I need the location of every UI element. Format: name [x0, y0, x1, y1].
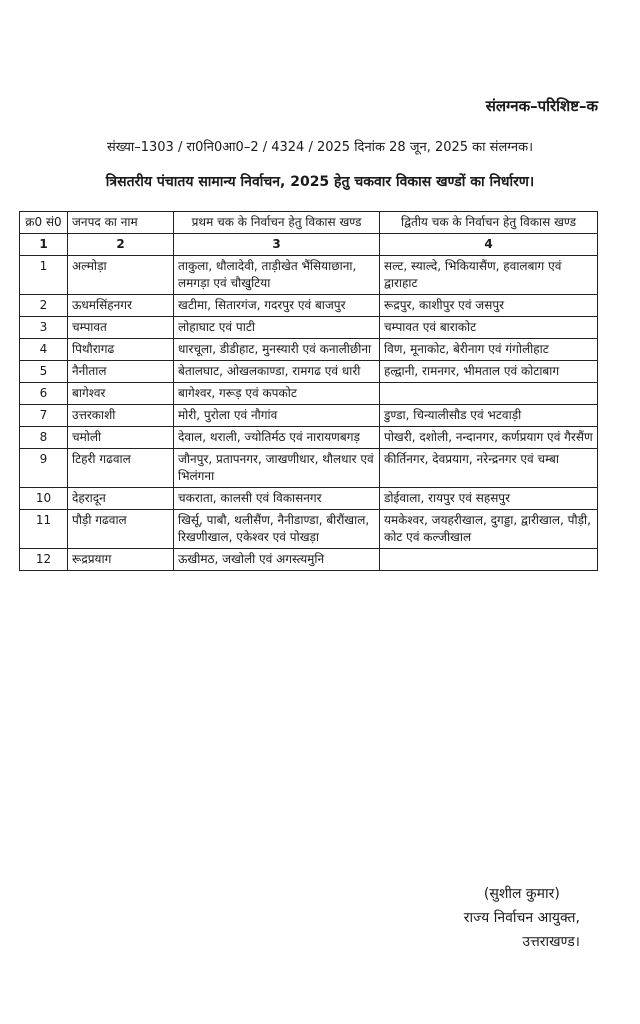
cell-phase2: पोखरी, दशोली, नन्दानगर, कर्णप्रयाग एवं गैरसैंण: [380, 427, 598, 449]
cell-district: चम्पावत: [68, 317, 174, 339]
cell-district: ऊधमसिंहनगर: [68, 295, 174, 317]
table-body: [20, 256, 598, 571]
cell-district: पौड़ी गढवाल: [68, 510, 174, 549]
cell-phase2: [380, 383, 598, 405]
cell-phase1: चकराता, कालसी एवं विकासनगर: [174, 488, 380, 510]
table-row: [20, 510, 598, 549]
cell-phase1: खटीमा, सितारगंज, गदरपुर एवं बाजपुर: [174, 295, 380, 317]
cell-district: रूद्रप्रयाग: [68, 549, 174, 571]
cell-phase2: विण, मूनाकोट, बेरीनाग एवं गंगोलीहाट: [380, 339, 598, 361]
cell-phase2: [380, 549, 598, 571]
cell-phase2: हल्द्वानी, रामनगर, भीमताल एवं कोटाबाग: [380, 361, 598, 383]
table-row: [20, 339, 598, 361]
table-header-row: [20, 212, 598, 234]
header-sno: क्र0 सं0: [20, 212, 68, 234]
signatory-designation: राज्य निर्वाचन आयुक्त,: [463, 910, 580, 926]
cell-phase2: डुण्डा, चिन्यालीसौड एवं भटवाड़ी: [380, 405, 598, 427]
table-row: [20, 427, 598, 449]
table-row: [20, 405, 598, 427]
header-phase2: द्वितीय चक के निर्वाचन हेतु विकास खण्ड: [380, 212, 598, 234]
cell-phase1: खिर्सू, पाबौ, थलीसैंण, नैनीडाण्डा, बीरौंखाल, रिखणीखाल, एकेश्वर एवं पोखड़ा: [174, 510, 380, 549]
cell-sno: 7: [20, 405, 68, 427]
table-row: [20, 295, 598, 317]
cell-sno: 10: [20, 488, 68, 510]
signature-block: [464, 882, 580, 954]
signatory-name: (सुशील कुमार): [483, 886, 560, 902]
cell-sno: 6: [20, 383, 68, 405]
header-phase1: प्रथम चक के निर्वाचन हेतु विकास खण्ड: [174, 212, 380, 234]
document-heading: त्रिसतरीय पंचातय सामान्य निर्वाचन, 2025 हेतु चकवार विकास खण्डों का निर्धारण।: [105, 174, 535, 190]
table-row: [20, 361, 598, 383]
cell-phase1: देवाल, थराली, ज्योतिर्मठ एवं नारायणबगड़: [174, 427, 380, 449]
table-row: [20, 317, 598, 339]
cell-phase2: रूद्रपुर, काशीपुर एवं जसपुर: [380, 295, 598, 317]
cell-phase2: यमकेश्वर, जयहरीखाल, दुगड्डा, द्वारीखाल, पौड़ी, कोट एवं कल्जीखाल: [380, 510, 598, 549]
table-row: [20, 449, 598, 488]
column-number: 3: [174, 234, 380, 256]
cell-sno: 4: [20, 339, 68, 361]
table-row: [20, 256, 598, 295]
column-number-row: [20, 234, 598, 256]
column-number: 1: [20, 234, 68, 256]
cell-phase1: जौनपुर, प्रतापनगर, जाखणीधार, थौलधार एवं भिलंगना: [174, 449, 380, 488]
cell-phase1: लोहाघाट एवं पाटी: [174, 317, 380, 339]
cell-phase2: डोईवाला, रायपुर एवं सहसपुर: [380, 488, 598, 510]
cell-district: बागेश्वर: [68, 383, 174, 405]
cell-district: चमोली: [68, 427, 174, 449]
cell-sno: 12: [20, 549, 68, 571]
table-row: [20, 383, 598, 405]
column-number: 2: [68, 234, 174, 256]
column-number: 4: [380, 234, 598, 256]
cell-phase1: ऊखीमठ, जखोली एवं अगस्त्यमुनि: [174, 549, 380, 571]
cell-sno: 9: [20, 449, 68, 488]
cell-district: देहरादून: [68, 488, 174, 510]
cell-sno: 2: [20, 295, 68, 317]
cell-phase1: बेतालघाट, ओखलकाण्डा, रामगढ एवं धारी: [174, 361, 380, 383]
cell-district: टिहरी गढवाल: [68, 449, 174, 488]
cell-sno: 3: [20, 317, 68, 339]
cell-sno: 8: [20, 427, 68, 449]
cell-phase1: मोरी, पुरोला एवं नौगांव: [174, 405, 380, 427]
development-blocks-table: [19, 211, 598, 571]
cell-phase1: बागेश्वर, गरूड़ एवं कपकोट: [174, 383, 380, 405]
cell-phase2: कीर्तिनगर, देवप्रयाग, नरेन्द्रनगर एवं चम्बा: [380, 449, 598, 488]
cell-district: पिथौरागढ: [68, 339, 174, 361]
signatory-state: उत्तराखण्ड।: [522, 934, 580, 950]
cell-phase1: ताकुला, धौलादेवी, ताड़ीखेत भैंसियाछाना, लमगड़ा एवं चौखुटिया: [174, 256, 380, 295]
cell-district: उत्तरकाशी: [68, 405, 174, 427]
cell-phase1: धारचूला, डीडीहाट, मुनस्यारी एवं कनालीछीना: [174, 339, 380, 361]
cell-sno: 1: [20, 256, 68, 295]
cell-district: नैनीताल: [68, 361, 174, 383]
header-district: जनपद का नाम: [68, 212, 174, 234]
cell-district: अल्मोड़ा: [68, 256, 174, 295]
cell-phase2: चम्पावत एवं बाराकोट: [380, 317, 598, 339]
annex-label: संलग्नक–परिशिष्ट–क: [485, 97, 598, 115]
cell-sno: 11: [20, 510, 68, 549]
table-row: [20, 488, 598, 510]
table-row: [20, 549, 598, 571]
cell-sno: 5: [20, 361, 68, 383]
reference-line: संख्या–1303 / रा0नि0आ0–2 / 4324 / 2025 दिनांक 28 जून, 2025 का संलग्नक।: [106, 140, 534, 155]
cell-phase2: सल्ट, स्याल्दे, भिकियासैंण, हवालबाग एवं द्वाराहाट: [380, 256, 598, 295]
